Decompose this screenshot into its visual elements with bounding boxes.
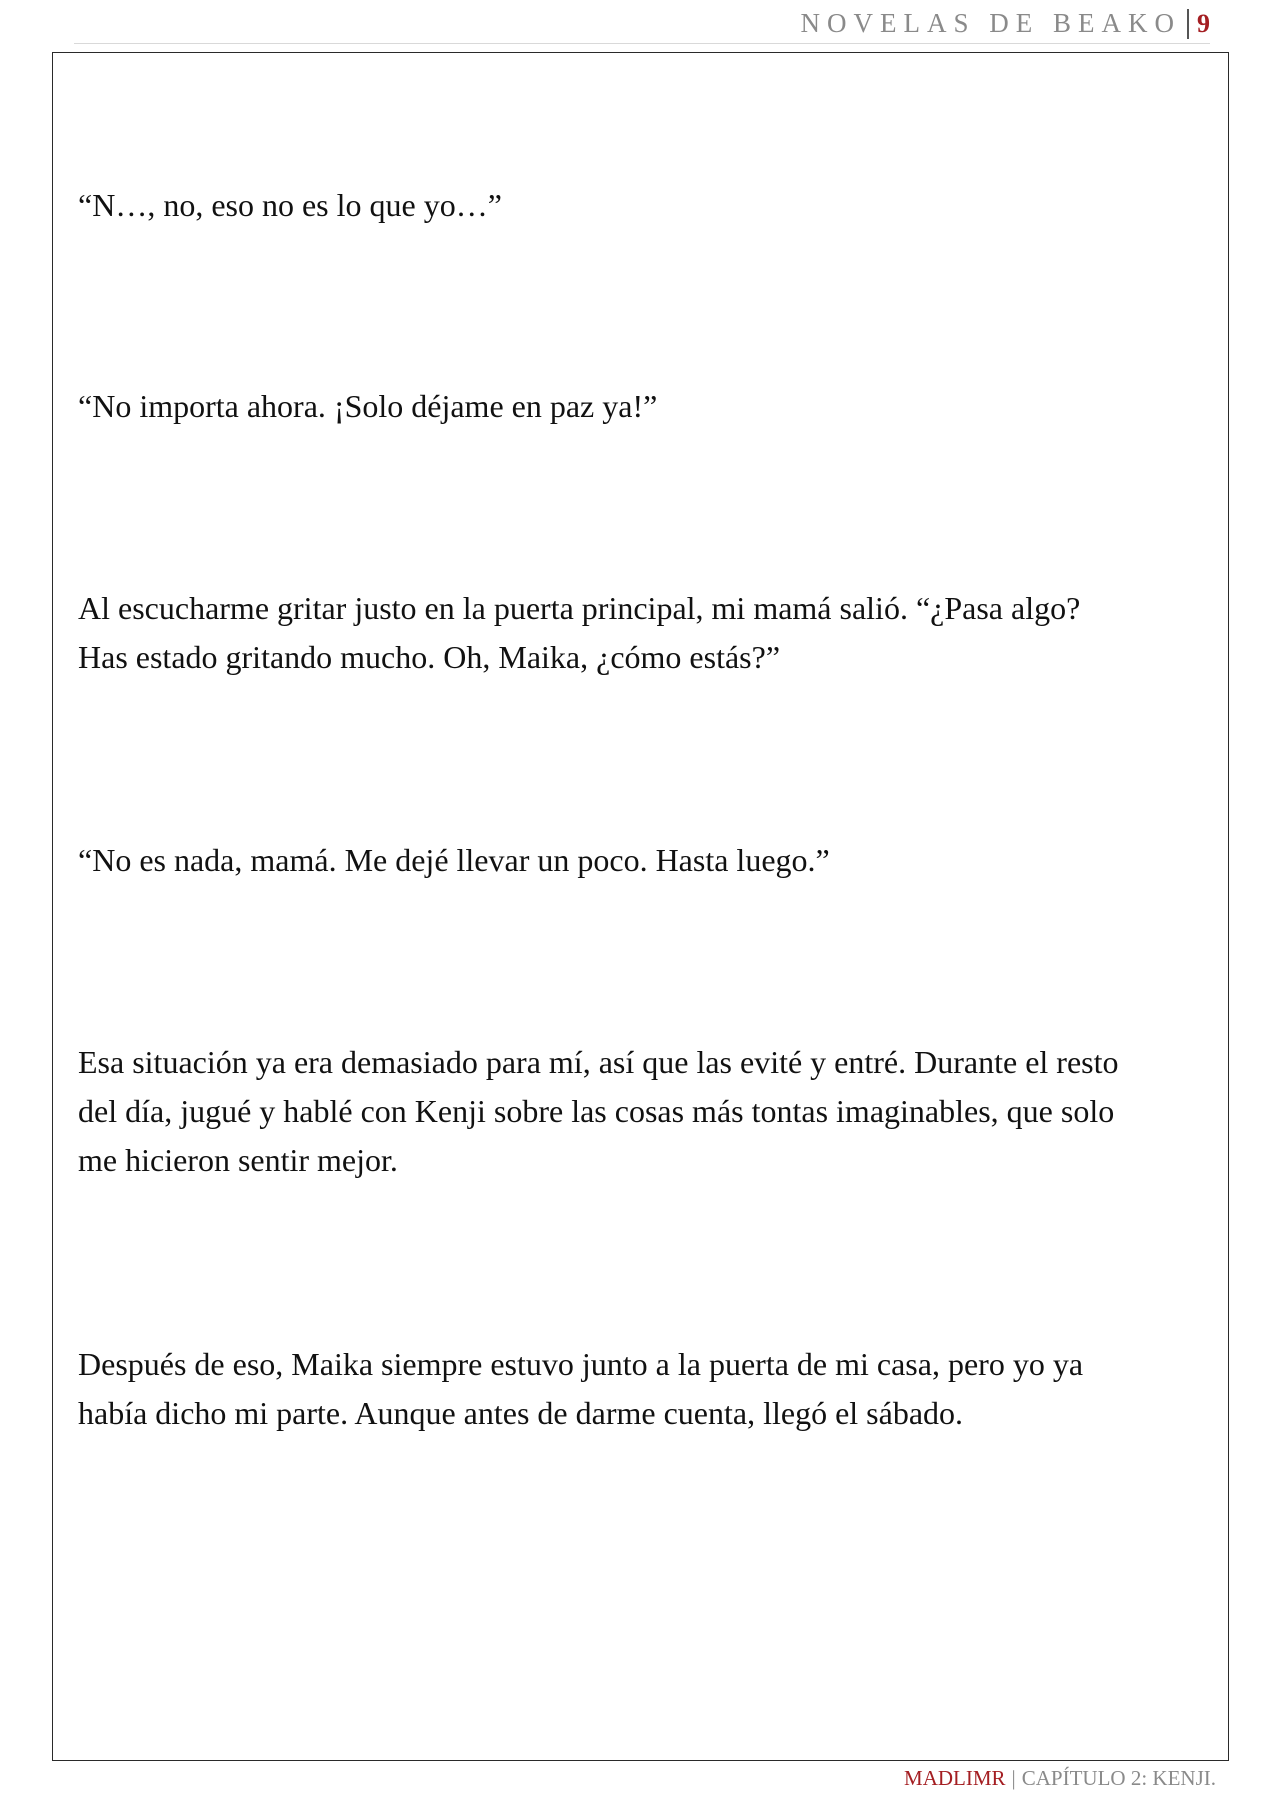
book-title: NOVELAS DE BEAKO: [800, 8, 1181, 38]
paragraph-line: me hicieron sentir mejor.: [78, 1142, 398, 1178]
footer-chapter: CAPÍTULO 2: KENJI.: [1021, 1766, 1216, 1790]
paragraph-line: “N…, no, eso no es lo que yo…”: [78, 187, 502, 223]
header-divider: [1187, 9, 1189, 39]
paragraph-3: [78, 584, 1208, 682]
page-header: [74, 0, 1210, 44]
paragraph-5: [78, 1038, 1208, 1185]
paragraph-line: Al escucharme gritar justo en la puerta principal, mi mamá salió. “¿Pasa algo?: [78, 590, 1081, 626]
paragraph-line: Esa situación ya era demasiado para mí, así que las evité y entré. Durante el resto: [78, 1044, 1119, 1080]
paragraph-line: Has estado gritando mucho. Oh, Maika, ¿cómo estás?”: [78, 639, 781, 675]
paragraph-2: [78, 382, 1208, 431]
paragraph-6: [78, 1340, 1208, 1438]
paragraph-line: “No importa ahora. ¡Solo déjame en paz ya!”: [78, 388, 658, 424]
paragraph-4: [78, 836, 1208, 885]
page-footer: [904, 1766, 1216, 1791]
paragraph-line: había dicho mi parte. Aunque antes de darme cuenta, llegó el sábado.: [78, 1395, 964, 1431]
footer-author: MADLIMR: [904, 1766, 1006, 1790]
header-right: [801, 8, 1210, 39]
page-number: 9: [1197, 8, 1210, 38]
paragraph-line: Después de eso, Maika siempre estuvo junto a la puerta de mi casa, pero yo ya: [78, 1346, 1084, 1382]
footer-separator: |: [1011, 1766, 1016, 1790]
content-frame: [52, 52, 1229, 1761]
paragraph-line: del día, jugué y hablé con Kenji sobre las cosas más tontas imaginables, que solo: [78, 1093, 1115, 1129]
paragraph-line: “No es nada, mamá. Me dejé llevar un poco. Hasta luego.”: [78, 842, 830, 878]
paragraph-1: [78, 181, 1208, 230]
